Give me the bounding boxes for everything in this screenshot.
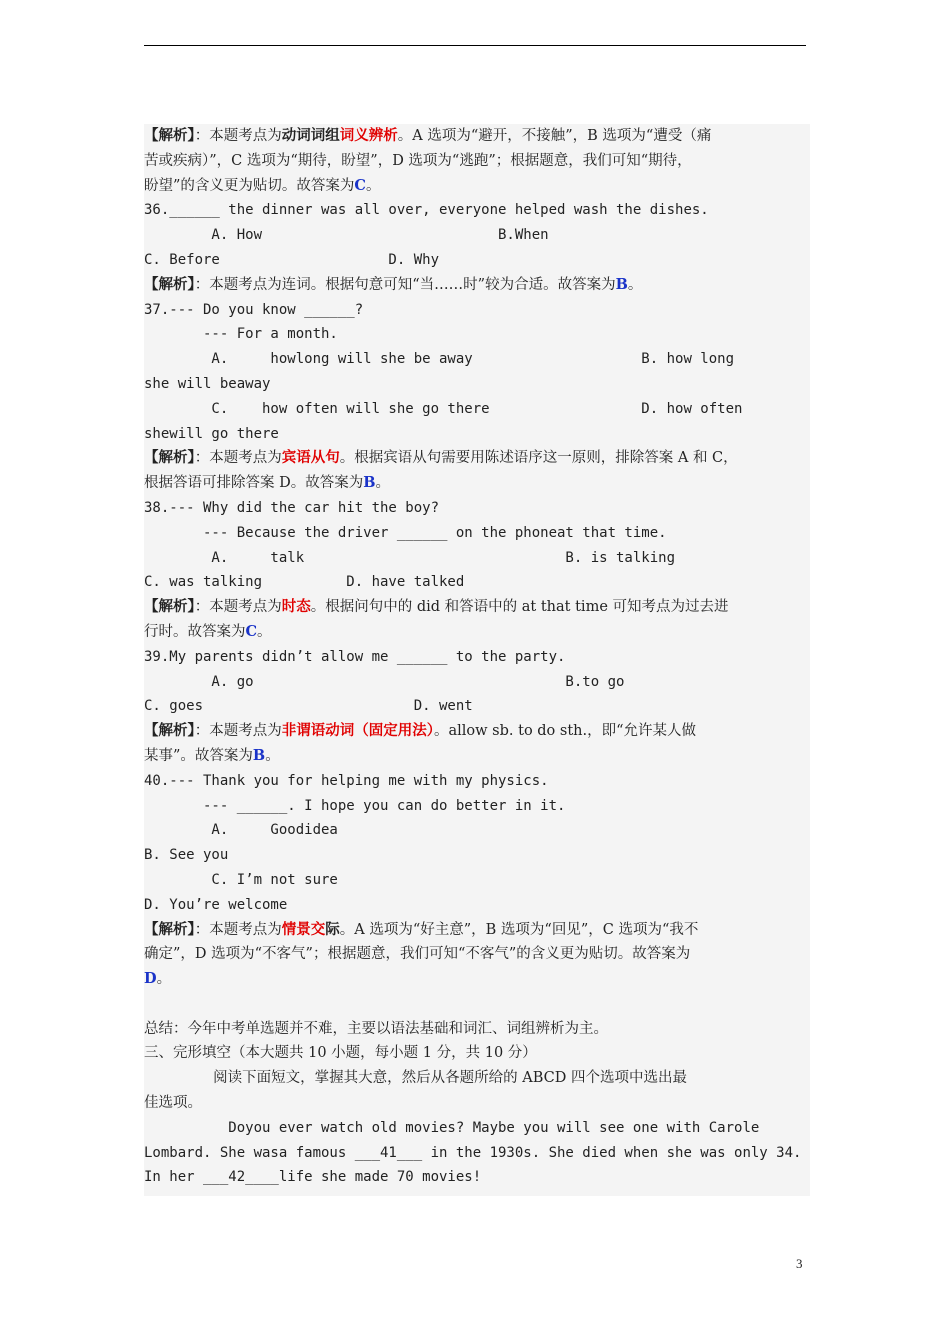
text-line	[144, 1116, 810, 1141]
text-span: A. talk B. is talking	[144, 549, 676, 566]
text-span: 36.______ the dinner was all over, everyone helped wash the dishes.	[144, 202, 709, 219]
text-span: 39.My parents didn’t allow me ______ to the party.	[144, 648, 566, 665]
text-line	[144, 1141, 810, 1166]
text-line	[144, 843, 810, 868]
text-span: B	[252, 746, 266, 764]
text-line	[144, 1041, 810, 1066]
text-span: 。	[265, 747, 280, 764]
text-span: 38.--- Why did the car hit the boy?	[144, 499, 440, 516]
text-span: ：本题考点为	[194, 599, 282, 616]
text-span: shewill go there	[144, 425, 279, 442]
text-line	[144, 942, 810, 967]
text-line	[144, 719, 810, 744]
text-line	[144, 595, 810, 620]
text-span: 【解析】	[144, 920, 195, 938]
text-span: 非谓语动词（固定用法）	[281, 722, 434, 740]
text-span: C	[245, 622, 258, 640]
text-span: 某事”。故答案为	[144, 747, 253, 764]
text-line	[144, 198, 810, 223]
text-span: 。根据问句中的 did 和答语中的 at that time 可知考点为过去进	[310, 599, 729, 616]
header-rule	[144, 45, 806, 46]
text-span: C. goes D. went	[144, 698, 473, 715]
text-span: 时态	[281, 598, 311, 616]
text-line	[144, 1165, 810, 1190]
text-line	[144, 471, 810, 496]
text-span: 。	[257, 623, 272, 640]
text-span: 苦或疾病）”，C 选项为“期待，盼望”，D 选项为“逃跑”；根据题意，我们可知“期待，	[144, 152, 692, 169]
text-span: 。	[156, 971, 172, 988]
text-span: 行时。故答案为	[144, 623, 246, 640]
text-span: B	[363, 474, 376, 492]
text-line	[144, 149, 810, 174]
text-span: B. See you	[144, 847, 229, 864]
text-span: 37.--- Do you know ______?	[144, 301, 364, 318]
document-body	[144, 124, 810, 1196]
text-span: 【解析】	[144, 722, 195, 740]
text-line	[144, 422, 810, 447]
text-line	[144, 124, 810, 149]
text-line	[144, 248, 810, 273]
text-span: 40.--- Thank you for helping me with my physics.	[144, 772, 549, 789]
text-line	[144, 570, 810, 595]
text-line	[144, 645, 810, 670]
text-span: 根据答语可排除答案 D。故答案为	[144, 475, 364, 492]
text-line	[144, 794, 810, 819]
text-line	[144, 918, 810, 943]
text-line	[144, 1066, 810, 1091]
text-line	[144, 521, 810, 546]
text-line	[144, 298, 810, 323]
text-span: 。根据宾语从句需要用陈述语序这一原则，排除答案 A 和 C，	[339, 450, 738, 467]
text-line	[144, 223, 810, 248]
text-span: Lombard. She wasa famous ___41___ in the 1930s. She died when she was only 34.	[144, 1144, 802, 1161]
text-line	[144, 1091, 810, 1116]
text-line	[144, 347, 810, 372]
text-span: ：本题考点为	[194, 723, 282, 740]
text-span: C	[354, 176, 366, 194]
text-line	[144, 397, 810, 422]
text-span: 宾语从句	[281, 449, 340, 467]
text-span: 盼望”的含义更为贴切。故答案为	[144, 177, 355, 194]
text-span: ：本题考点为	[194, 128, 282, 144]
text-line	[144, 992, 810, 1017]
text-line	[144, 496, 810, 521]
text-line	[144, 744, 810, 769]
text-line	[144, 446, 810, 471]
text-span: A. Goodidea	[144, 822, 338, 839]
text-span	[144, 996, 149, 1012]
text-span: --- Because the driver ______ on the phoneat that time.	[144, 524, 667, 541]
text-span: 动词词组	[281, 127, 340, 144]
text-span: Doyou ever watch old movies? Maybe you will see one with Carole	[144, 1119, 760, 1136]
text-span: she will beaway	[144, 375, 271, 392]
text-span: A. How B.When	[144, 227, 549, 244]
text-span: ：本题考点为连词。根据句意可知“当……时”较为合适。故答案为	[194, 276, 616, 293]
text-line	[144, 546, 810, 571]
text-span: 际	[325, 920, 340, 938]
text-span: 。	[627, 276, 643, 293]
text-span: 。	[375, 475, 390, 492]
text-span: 。	[365, 177, 381, 194]
text-line	[144, 372, 810, 397]
page-number: 3	[796, 1256, 803, 1271]
text-span: B	[615, 275, 628, 293]
text-span: C. Before D. Why	[144, 251, 440, 268]
text-span: 佳选项。	[144, 1095, 202, 1112]
text-span: 【解析】	[144, 275, 195, 293]
text-span: 。A 选项为“好主意”，B 选项为“回见”，C 选项为“我不	[339, 921, 699, 938]
text-span: 总结：今年中考单选题并不难，主要以语法基础和词汇、词组辨析为主。	[144, 1020, 608, 1037]
text-line	[144, 620, 810, 645]
text-line	[144, 868, 810, 893]
text-line	[144, 670, 810, 695]
text-line	[144, 174, 810, 199]
text-line	[144, 1017, 810, 1042]
text-span: C. how often will she go there D. how often	[144, 400, 743, 417]
text-line	[144, 694, 810, 719]
text-line	[144, 322, 810, 347]
text-span: 【解析】	[144, 449, 195, 467]
text-span: 阅读下面短文，掌握其大意，然后从各题所给的 ABCD 四个选项中选出最	[144, 1070, 687, 1087]
text-line	[144, 273, 810, 298]
text-span: ：本题考点为	[194, 450, 282, 467]
text-span: --- For a month.	[144, 326, 338, 343]
text-line	[144, 769, 810, 794]
text-span: 。A 选项为“避开，不接触”，B 选项为“遭受（痛	[397, 128, 712, 144]
text-span: 确定”，D 选项为“不客气”；根据题意，我们可知“不客气”的含义更为贴切。故答案为	[144, 946, 691, 963]
text-span: A. howlong will she be away B. how long	[144, 351, 735, 368]
text-span: 【解析】	[144, 127, 195, 144]
text-span: --- ______. I hope you can do better in it.	[144, 797, 566, 814]
text-span: D. You’re welcome	[144, 896, 288, 913]
text-span: 。allow sb. to do sth.，即“允许某人做	[434, 723, 697, 740]
text-line	[144, 893, 810, 918]
text-span: D	[144, 970, 157, 988]
text-line	[144, 818, 810, 843]
text-span: C. I’m not sure	[144, 871, 338, 888]
text-span: C. was talking D. have talked	[144, 574, 465, 591]
text-span: 三、完形填空（本大题共 10 小题，每小题 1 分，共 10 分）	[144, 1045, 537, 1062]
text-span: 【解析】	[144, 598, 195, 616]
text-span: ：本题考点为	[194, 921, 282, 938]
text-span: In her ___42____life she made 70 movies!	[144, 1169, 482, 1186]
text-span: A. go B.to go	[144, 673, 625, 690]
text-line	[144, 967, 810, 992]
text-span: 情景交	[281, 920, 326, 938]
text-span: 词义辨析	[339, 127, 398, 144]
